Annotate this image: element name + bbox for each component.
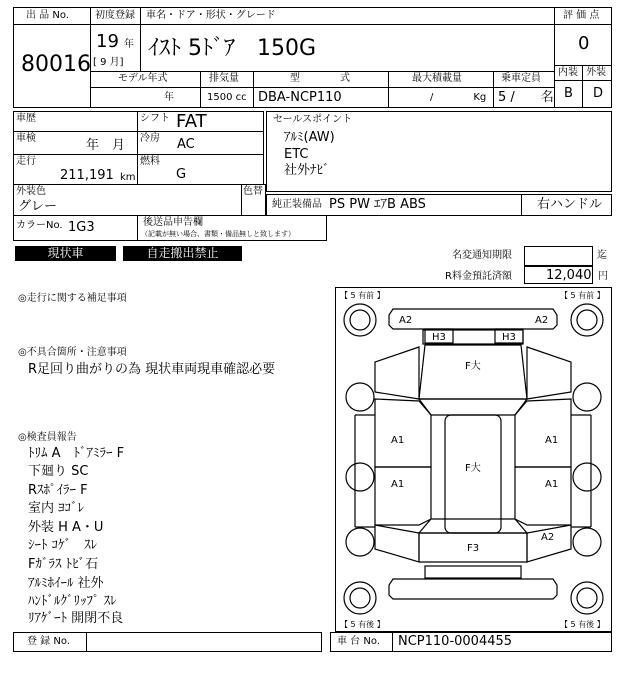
spare-left bbox=[346, 383, 374, 411]
model-year-cell bbox=[90, 87, 201, 108]
equipment-label: 純正装備品 bbox=[272, 199, 322, 210]
recycle-unit: 円 bbox=[598, 271, 608, 282]
inspection-label: 車検 bbox=[16, 133, 36, 144]
score-value: 0 bbox=[578, 33, 590, 54]
color-no-value: 1G3 bbox=[68, 220, 95, 235]
lot-label: 出 品 No. bbox=[26, 10, 69, 21]
damage-mark: H3 bbox=[502, 332, 516, 343]
inspector-line: ｼｰﾄ ｺｹﾞ ｽﾚ bbox=[28, 538, 98, 553]
exterior-label: 外装 bbox=[586, 67, 606, 78]
color-value: グレー bbox=[18, 199, 58, 214]
equipment-value: PS PW ｴｱB ABS bbox=[329, 197, 426, 212]
reg-no-cell bbox=[86, 632, 322, 652]
inspector-line: ﾄﾘﾑ A ﾄﾞｱﾐﾗｰ F bbox=[28, 446, 125, 461]
mileage-label: 走行 bbox=[16, 156, 36, 167]
shift-value: FAT bbox=[176, 111, 207, 132]
reg-year-unit: 年 bbox=[124, 39, 134, 50]
model-code-label: 型 式 bbox=[290, 73, 350, 84]
inspector-line: 外装 H A・U bbox=[28, 520, 104, 535]
damage-mark: F大 bbox=[465, 361, 481, 372]
driving-notes-title: ◎走行に関する補足事項 bbox=[18, 293, 127, 304]
damage-mark: H3 bbox=[432, 332, 446, 343]
defect-notes-title: ◎不具合箇所・注意事項 bbox=[18, 347, 127, 358]
sales-point: 社外ﾅﾋﾞ bbox=[284, 163, 330, 178]
damage-mark: F3 bbox=[467, 543, 480, 554]
rear-glass bbox=[419, 519, 527, 533]
interior-label: 内装 bbox=[558, 67, 578, 78]
damage-mark: A2 bbox=[399, 315, 413, 326]
color-change-label: 色替 bbox=[243, 186, 263, 197]
tire-rear-left bbox=[344, 582, 376, 614]
tire-rear-right bbox=[571, 582, 603, 614]
ac-value: AC bbox=[177, 137, 195, 152]
interior-grade: B bbox=[564, 86, 573, 101]
first-reg-label: 初度登録 bbox=[95, 10, 135, 21]
damage-mark: A1 bbox=[545, 435, 559, 446]
chassis-label: 車 台 No. bbox=[337, 636, 380, 647]
rear-bumper bbox=[389, 579, 557, 599]
tire-front-right bbox=[571, 304, 603, 336]
tire-front-left bbox=[344, 304, 376, 336]
score-label: 評 価 点 bbox=[563, 10, 600, 21]
damage-mark: A2 bbox=[541, 532, 555, 543]
damage-mark: A1 bbox=[545, 479, 559, 490]
capacity-value: 5 / 名 bbox=[498, 90, 554, 105]
sales-point: ETC bbox=[284, 147, 309, 162]
tire-label: 【 5 有前 】 bbox=[340, 291, 385, 300]
damage-mark: A1 bbox=[391, 479, 405, 490]
handle-value: 右ハンドル bbox=[537, 197, 603, 212]
exterior-grade: D bbox=[593, 86, 604, 101]
name-change-suffix: 迄 bbox=[597, 250, 607, 261]
front-bumper bbox=[389, 309, 557, 329]
roof bbox=[445, 415, 501, 533]
shift-label: シフト bbox=[140, 113, 170, 124]
color-label: 外装色 bbox=[16, 186, 46, 197]
inspection-value: 年 月 bbox=[86, 138, 126, 153]
sales-points-label: セールスポイント bbox=[273, 114, 353, 125]
car-name-label: 車名・ドア・形状・グレード bbox=[146, 10, 276, 21]
load-label: 最大積載量 bbox=[412, 73, 462, 84]
model-year-label: モデル年式 bbox=[118, 73, 168, 84]
model-year-unit: 年 bbox=[164, 92, 174, 103]
ac-label: 冷房 bbox=[140, 133, 160, 144]
inspector-line: ﾘｱｹﾞｰﾄ 開閉不良 bbox=[28, 611, 124, 626]
defect-notes-text: R足回り曲がりの為 現状車両現車確認必要 bbox=[28, 362, 276, 377]
inspector-report-title: ◎検査員報告 bbox=[18, 432, 77, 443]
reg-year: 19 bbox=[96, 31, 119, 52]
fuel-label: 燃料 bbox=[140, 156, 160, 167]
self-drive-tag: 自走搬出禁止 bbox=[123, 246, 242, 261]
sales-point: ｱﾙﾐ(AW) bbox=[284, 130, 335, 145]
inspector-line: 室内 ﾖｺﾞﾚ bbox=[28, 501, 85, 516]
inspector-line: 下廻り SC bbox=[28, 464, 89, 479]
inspector-line: Fｶﾞﾗｽ ﾄﾋﾞ石 bbox=[28, 557, 99, 572]
inspector-line: ｱﾙﾐﾎｲｰﾙ 社外 bbox=[28, 576, 104, 591]
car-name: ｲｽﾄ 5ﾄﾞｱ 150G bbox=[148, 36, 317, 61]
history-label: 車歴 bbox=[16, 113, 36, 124]
mileage-unit: km bbox=[120, 172, 136, 183]
spare-right bbox=[573, 383, 601, 411]
tire-label: 【 5 有前 】 bbox=[560, 291, 605, 300]
status-tag: 現状車 bbox=[15, 246, 116, 261]
reg-month: [ 9 月] bbox=[93, 57, 124, 68]
inspector-line: ﾊﾝﾄﾞﾙｸﾞﾘｯﾌﾟ ｽﾚ bbox=[28, 594, 117, 609]
car-damage-diagram bbox=[335, 287, 612, 632]
color-no-label: カラーNo. bbox=[16, 220, 63, 231]
damage-mark: A1 bbox=[391, 435, 405, 446]
model-code: DBA-NCP110 bbox=[258, 90, 342, 105]
damage-mark: A2 bbox=[535, 315, 549, 326]
wheel-left-mid bbox=[346, 463, 374, 491]
inspector-line: Rｽﾎﾟｲﾗｰ F bbox=[28, 483, 88, 498]
aftermarket-label: 後送品申告欄 bbox=[143, 217, 203, 228]
tire-label: 【 5 有後 】 bbox=[340, 620, 385, 629]
load-value: / Kg bbox=[430, 92, 487, 103]
diagram-frame bbox=[336, 288, 612, 632]
recycle-label: R料金預託済額 bbox=[445, 271, 512, 282]
reg-no-label: 登 録 No. bbox=[27, 636, 70, 647]
hood bbox=[419, 345, 527, 399]
mileage-value: 211,191 bbox=[60, 168, 114, 183]
displacement-label: 排気量 bbox=[209, 73, 239, 84]
wheel-right-mid bbox=[573, 463, 601, 491]
tire-label: 【 5 有後 】 bbox=[560, 620, 605, 629]
recycle-value: 12,040 bbox=[546, 268, 592, 283]
fuel-value: G bbox=[176, 167, 187, 182]
name-change-box bbox=[524, 246, 593, 266]
aftermarket-note: （記載が無い場合、書類・備品無しと致します） bbox=[141, 230, 295, 238]
name-change-label: 名変通知期限 bbox=[452, 250, 512, 261]
chassis-no: NCP110-0004455 bbox=[398, 634, 513, 649]
capacity-label: 乗車定員 bbox=[501, 73, 541, 84]
displacement-value: 1500 cc bbox=[207, 92, 247, 103]
damage-mark: F大 bbox=[465, 463, 481, 474]
windshield bbox=[419, 399, 527, 415]
lot-number: 80016 bbox=[21, 52, 91, 77]
